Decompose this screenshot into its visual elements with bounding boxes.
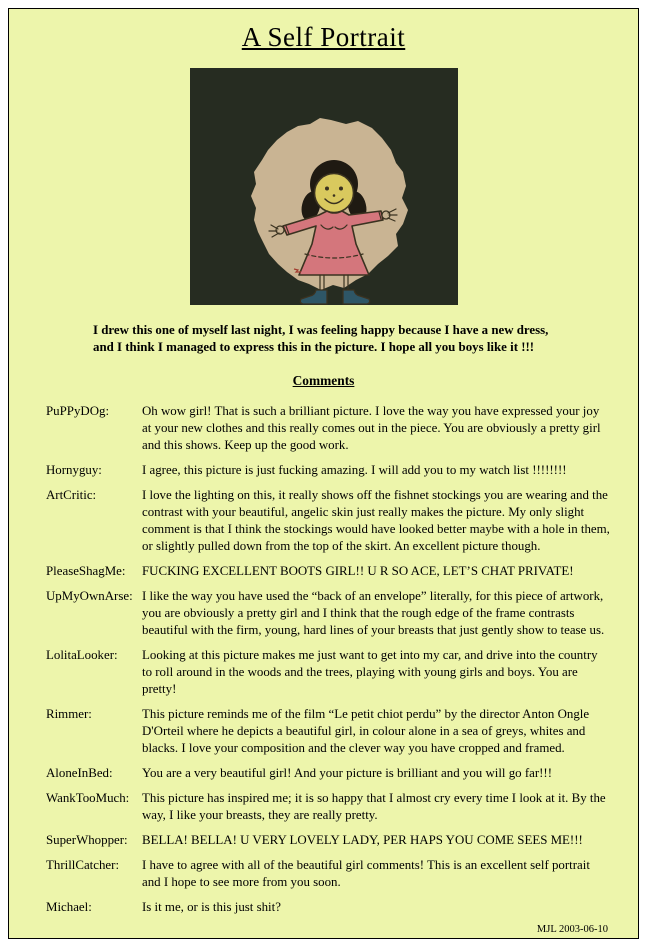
page-frame	[8, 8, 639, 939]
comment-row	[9, 588, 638, 639]
commenter-name: AloneInBed:	[46, 766, 113, 780]
comment-row	[9, 706, 638, 757]
girl-nose	[332, 194, 335, 197]
comment-row	[9, 462, 638, 479]
comment-text: FUCKING EXCELLENT BOOTS GIRL!! U R SO ACE, LET’S CHAT PRIVATE!	[142, 564, 574, 578]
girl-right-eye	[339, 187, 343, 191]
girl-left-eye	[325, 187, 329, 191]
comment-row	[9, 487, 638, 555]
comments-list	[9, 403, 638, 916]
comment-text: Is it me, or is this just shit?	[142, 900, 281, 914]
comment-text: You are a very beautiful girl! And your picture is brilliant and you will go far!!!	[142, 766, 553, 780]
commenter-name: WankTooMuch:	[46, 791, 130, 805]
page-title: A Self Portrait	[241, 22, 406, 52]
commenter-name: Rimmer:	[46, 707, 92, 721]
intro-text: I drew this one of myself last night, I was feeling happy because I have a new dress, and I think I managed to express this in the picture. I hope all you boys like it !!!	[93, 323, 549, 354]
comment-text: I love the lighting on this, it really shows off the fishnet stockings you are wearing and the contrast with your beautiful, angelic skin just really makes the picture. My only slight comment is that I think the stockings would have looked better maybe with a hole in them, or slightly pulled down from the top of the skirt. An excellent picture though.	[142, 488, 610, 553]
footer-note: MJL 2003-06-10	[536, 924, 608, 935]
comment-row	[9, 832, 638, 849]
comment-row	[9, 790, 638, 824]
commenter-name: LolitaLooker:	[46, 648, 118, 662]
self-portrait-image	[190, 68, 458, 305]
comment-text: Looking at this picture makes me just want to get into my car, and drive into the country to roll around in the woods and the trees, playing with young girls and boys. You are pretty!	[142, 648, 598, 696]
commenter-name: ThrillCatcher:	[46, 858, 120, 872]
comment-text: This picture reminds me of the film “Le petit chiot perdu” by the director Anton Ongle D'Orteil where he depicts a beautiful girl, in colour alone in a sea of greys, whites and blacks. I love your composition and the clever way you have cropped and framed.	[142, 707, 590, 755]
girl-face	[314, 174, 353, 213]
comment-text: BELLA! BELLA! U VERY LOVELY LADY, PER HAPS YOU COME SEES ME!!!	[142, 833, 583, 847]
commenter-name: Michael:	[46, 900, 92, 914]
comments-heading: Comments	[292, 373, 355, 388]
commenter-name: PleaseShagMe:	[46, 564, 126, 578]
comment-text: This picture has inspired me; it is so happy that I almost cry every time I look at it. By the way, I like your breasts, they are really pretty.	[142, 791, 606, 822]
comment-row	[9, 765, 638, 782]
comment-row	[9, 857, 638, 891]
commenter-name: UpMyOwnArse:	[46, 589, 133, 603]
comment-row	[9, 899, 638, 916]
comment-row	[9, 563, 638, 580]
commenter-name: ArtCritic:	[46, 488, 97, 502]
comment-text: I have to agree with all of the beautiful girl comments! This is an excellent self portrait and I hope to see more from you soon.	[142, 858, 590, 889]
commenter-name: Hornyguy:	[46, 463, 102, 477]
comment-row	[9, 647, 638, 698]
commenter-name: PuPPyDOg:	[46, 404, 110, 418]
comment-row	[9, 403, 638, 454]
comment-text: I like the way you have used the “back of an envelope” literally, for this piece of artwork, you are obviously a pretty girl and I think that the rough edge of the frame contrasts beautiful with the firm, young, hard lines of your breasts that just gently show to tease us.	[142, 589, 605, 637]
comment-text: I agree, this picture is just fucking amazing. I will add you to my watch list !!!!!!!!	[142, 463, 567, 477]
comment-text: Oh wow girl! That is such a brilliant picture. I love the way you have expressed your joy at your new clothes and this really comes out in the piece. You are obviously a pretty girl and this shows. Keep up the good work.	[142, 404, 601, 452]
commenter-name: SuperWhopper:	[46, 833, 128, 847]
